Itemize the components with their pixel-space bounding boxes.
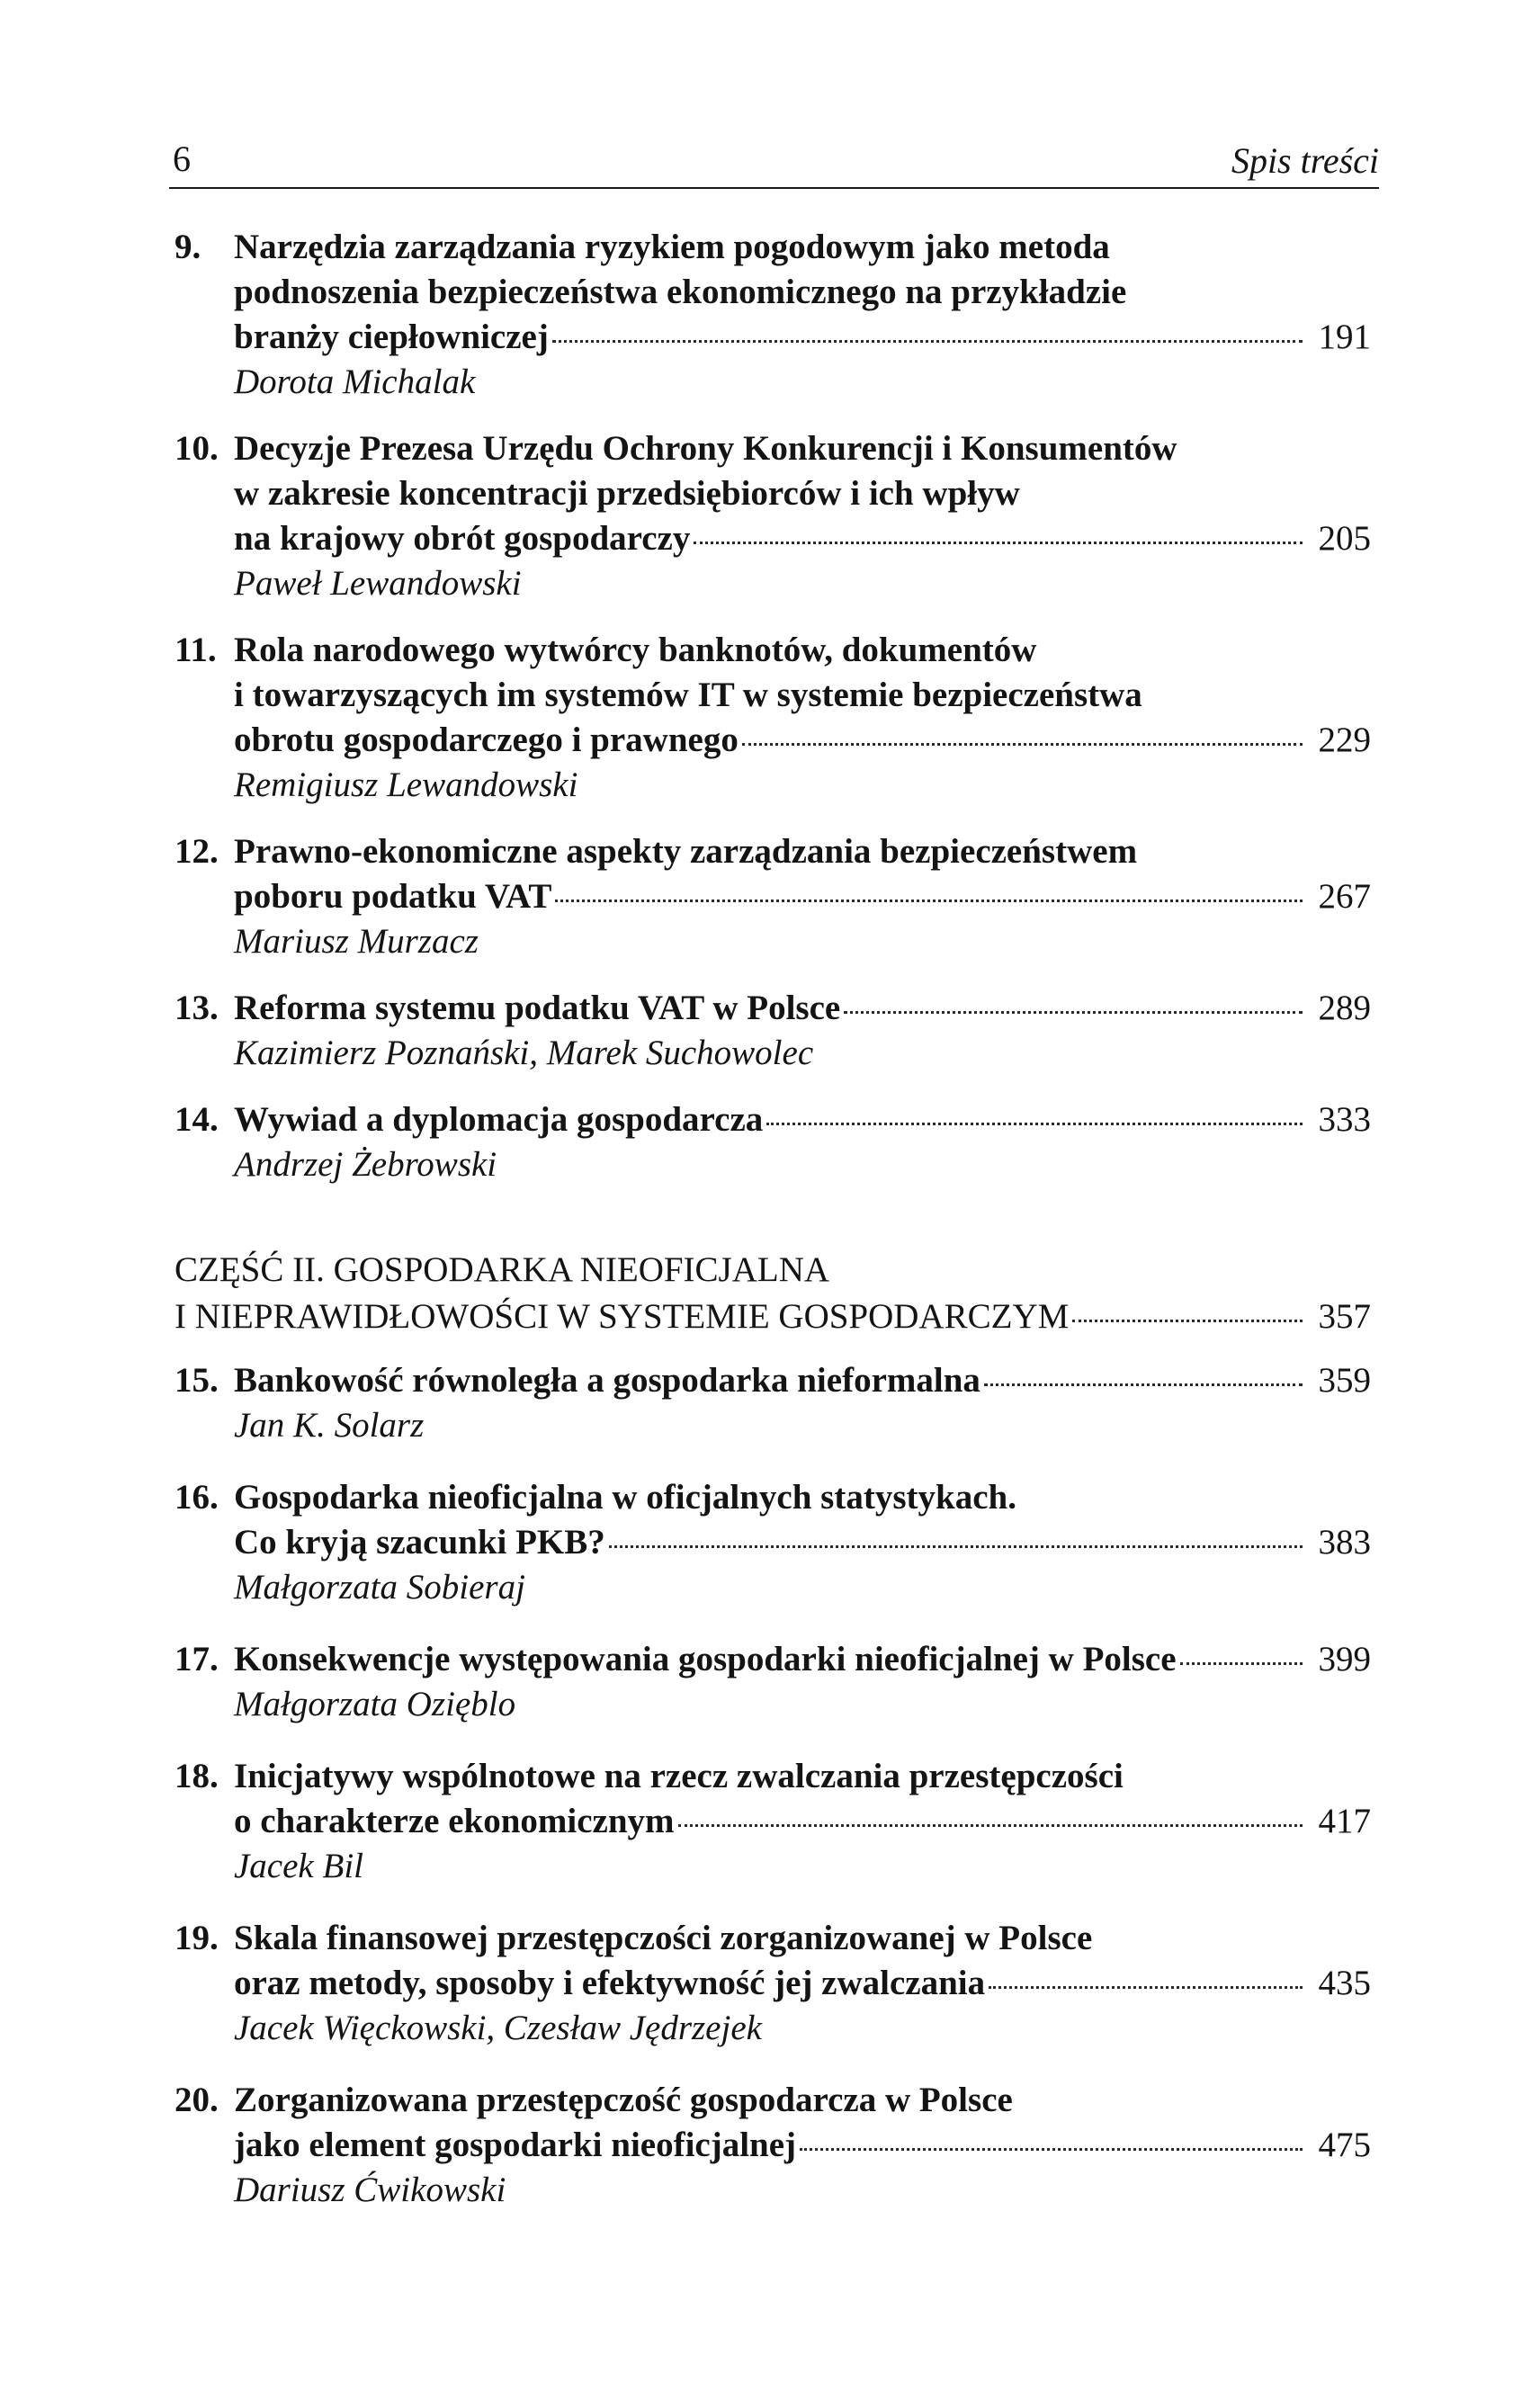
entry-title-last-line: [234, 1961, 1371, 2006]
entry-title-text: Bankowość równoległa a gospodarka nieformalna: [234, 1361, 980, 1400]
entry-page-number: 333: [1318, 1100, 1371, 1139]
entry-title-text: poboru podatku VAT: [234, 877, 552, 916]
entry-author: Małgorzata Sobieraj: [234, 1568, 525, 1607]
page-number: 6: [173, 139, 191, 179]
dot-leader: [766, 1123, 1303, 1125]
entry-title-last-line: [234, 718, 1371, 763]
entry-title-last-line: [234, 315, 1371, 360]
entry-number: 10.: [175, 429, 219, 468]
entry-title-text: oraz metody, sposoby i efektywność jej zwalczania: [234, 1964, 986, 2002]
entry-title-last-line: [234, 986, 1371, 1031]
entry-title-last-line: [234, 1097, 1371, 1142]
entry-number: 12.: [175, 832, 219, 871]
part-heading-line-1: CZĘŚĆ II. GOSPODARKA NIEOFICJALNA: [175, 1250, 830, 1289]
entry-number: 15.: [175, 1361, 219, 1400]
entry-title-line: Prawno-ekonomiczne aspekty zarządzania bezpieczeństwem: [234, 832, 1138, 871]
entry-title-text: o charakterze ekonomicznym: [234, 1802, 675, 1840]
entry-title-last-line: [234, 2123, 1371, 2168]
entry-number: 18.: [175, 1757, 219, 1795]
entry-title-last-line: [234, 1799, 1371, 1844]
dot-leader: [844, 1011, 1303, 1014]
entry-title-text: jako element gospodarki nieoficjalnej: [234, 2126, 797, 2164]
entry-number: 16.: [175, 1478, 219, 1517]
toc-entry: [175, 225, 1371, 405]
toc-entries-part-2: [175, 1358, 1371, 2213]
entry-title-text: obrotu gospodarczego i prawnego: [234, 721, 739, 759]
entry-number: 19.: [175, 1919, 219, 1957]
dot-leader: [989, 1986, 1303, 1989]
entry-title-text: Co kryją szacunki PKB?: [234, 1523, 605, 1562]
part-heading-line-2-text: I NIEPRAWIDŁOWOŚCI W SYSTEMIE GOSPODARCZYM: [175, 1297, 1070, 1336]
entry-title-last-line: [234, 1358, 1371, 1403]
entry-author: Mariusz Murzacz: [234, 922, 479, 961]
entry-title-line: Zorganizowana przestępczość gospodarcza w Polsce: [234, 2081, 1013, 2119]
entry-title-text: Konsekwencje występowania gospodarki nieoficjalnej w Polsce: [234, 1640, 1177, 1678]
entry-page-number: 289: [1318, 989, 1371, 1027]
entry-title-text: Wywiad a dyplomacja gospodarcza: [234, 1100, 764, 1139]
entry-author: Jacek Więckowski, Czesław Jędrzejek: [234, 2009, 762, 2047]
toc-entries-part-1: [175, 225, 1371, 1187]
entry-title-line: Rola narodowego wytwórcy banknotów, dokumentów: [234, 631, 1037, 669]
entry-title-line: Narzędzia zarządzania ryzykiem pogodowym jako metoda: [234, 228, 1110, 266]
toc-part-heading: [175, 1247, 1371, 1340]
part-page-number: 357: [1318, 1297, 1371, 1336]
entry-title-line: Gospodarka nieoficjalna w oficjalnych statystykach.: [234, 1478, 1016, 1517]
entry-title-last-line: [234, 1520, 1371, 1565]
entry-author: Andrzej Żebrowski: [234, 1145, 497, 1184]
running-header: [169, 133, 1379, 189]
toc-entry: [175, 628, 1371, 808]
entry-page-number: 417: [1318, 1802, 1371, 1840]
entry-page-number: 475: [1318, 2126, 1371, 2164]
toc-entry: [175, 426, 1371, 606]
table-of-contents: [175, 225, 1371, 2213]
dot-leader: [742, 743, 1303, 746]
entry-number: 17.: [175, 1640, 219, 1678]
toc-entry: [175, 1097, 1371, 1187]
dot-leader: [555, 900, 1303, 902]
dot-leader: [1072, 1320, 1303, 1322]
entry-number: 13.: [175, 989, 219, 1027]
entry-number: 14.: [175, 1100, 219, 1139]
entry-author: Paweł Lewandowski: [234, 564, 522, 603]
toc-entry: [175, 986, 1371, 1076]
entry-author: Dorota Michalak: [234, 363, 476, 401]
part-heading-line-2: [175, 1293, 1371, 1340]
entry-title-last-line: [234, 874, 1371, 919]
running-title: Spis treści: [1231, 140, 1379, 181]
toc-entry: [175, 829, 1371, 964]
entry-author: Jan K. Solarz: [234, 1406, 425, 1445]
entry-page-number: 229: [1318, 721, 1371, 759]
toc-entry: [175, 1916, 1371, 2051]
entry-page-number: 191: [1318, 318, 1371, 356]
entry-title-text: na krajowy obrót gospodarczy: [234, 519, 691, 558]
entry-page-number: 267: [1318, 877, 1371, 916]
entry-page-number: 205: [1318, 519, 1371, 558]
entry-title-last-line: [234, 1637, 1371, 1682]
entry-title-last-line: [234, 516, 1371, 561]
entry-title-line: podnoszenia bezpieczeństwa ekonomicznego na przykładzie: [234, 273, 1127, 311]
entry-number: 20.: [175, 2081, 219, 2119]
entry-title-line: w zakresie koncentracji przedsiębiorców i ich wpływ: [234, 474, 1020, 513]
entry-author: Remigiusz Lewandowski: [234, 765, 578, 804]
entry-page-number: 383: [1318, 1523, 1371, 1562]
entry-title-text: Reforma systemu podatku VAT w Polsce: [234, 989, 841, 1027]
dot-leader: [694, 542, 1303, 544]
entry-page-number: 399: [1318, 1640, 1371, 1678]
toc-entry: [175, 1637, 1371, 1727]
dot-leader: [800, 2148, 1303, 2151]
entry-title-line: i towarzyszących im systemów IT w systemie bezpieczeństwa: [234, 676, 1142, 714]
entry-author: Małgorzata Ozięblo: [234, 1685, 516, 1723]
entry-title-text: branży ciepłowniczej: [234, 318, 549, 356]
toc-entry: [175, 2078, 1371, 2213]
toc-entry: [175, 1475, 1371, 1610]
entry-page-number: 359: [1318, 1361, 1371, 1400]
dot-leader: [984, 1383, 1303, 1386]
entry-page-number: 435: [1318, 1964, 1371, 2002]
dot-leader: [678, 1824, 1303, 1827]
entry-author: Jacek Bil: [234, 1847, 363, 1885]
dot-leader: [1180, 1662, 1303, 1665]
dot-leader: [552, 340, 1303, 343]
entry-title-line: Inicjatywy wspólnotowe na rzecz zwalczania przestępczości: [234, 1757, 1124, 1795]
dot-leader: [609, 1545, 1303, 1548]
entry-title-line: Skala finansowej przestępczości zorganizowanej w Polsce: [234, 1919, 1093, 1957]
entry-number: 9.: [175, 228, 201, 266]
entry-title-line: Decyzje Prezesa Urzędu Ochrony Konkurencji i Konsumentów: [234, 429, 1177, 468]
entry-author: Kazimierz Poznański, Marek Suchowolec: [234, 1034, 814, 1072]
toc-entry: [175, 1754, 1371, 1889]
entry-number: 11.: [175, 631, 217, 669]
toc-entry: [175, 1358, 1371, 1448]
entry-author: Dariusz Ćwikowski: [234, 2171, 506, 2209]
